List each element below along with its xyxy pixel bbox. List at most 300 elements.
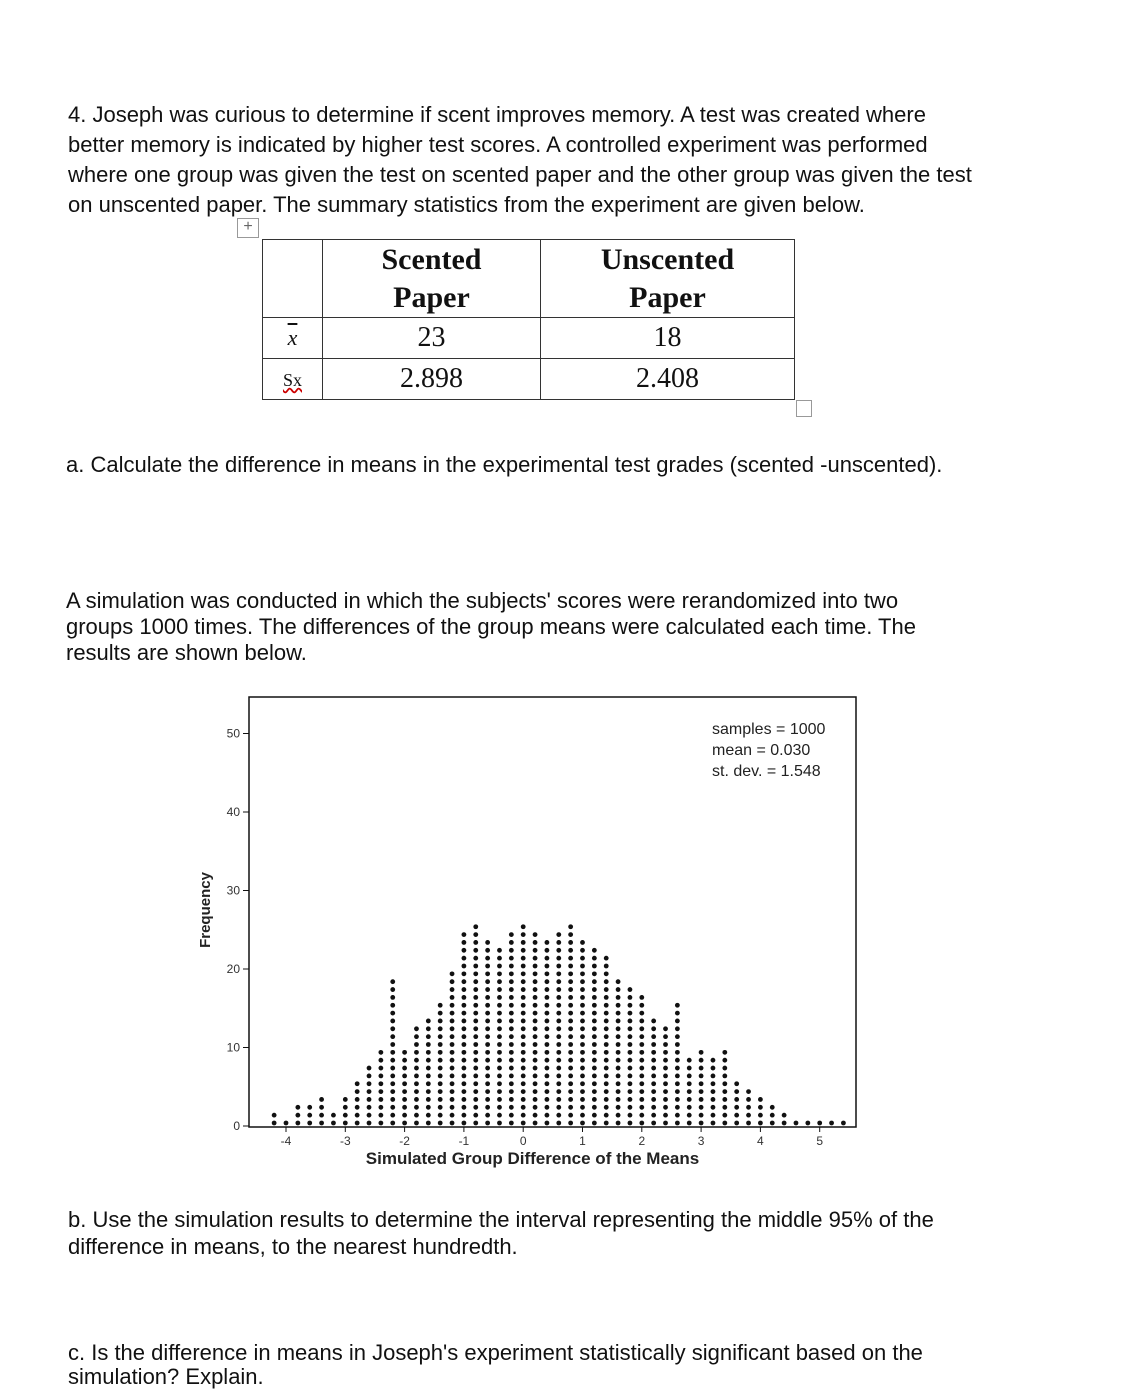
dot-mark — [450, 1050, 455, 1055]
dot-mark — [462, 1074, 467, 1079]
dot-mark — [521, 932, 526, 937]
dot-mark — [568, 940, 573, 945]
dot-mark — [734, 1081, 739, 1086]
dot-mark — [307, 1105, 312, 1110]
dot-mark — [651, 1097, 656, 1102]
dot-mark — [545, 1026, 550, 1031]
dot-mark — [568, 1089, 573, 1094]
dot-mark — [438, 1011, 443, 1016]
dot-mark — [473, 979, 478, 984]
dot-mark — [556, 1081, 561, 1086]
dot-mark — [390, 1026, 395, 1031]
dot-mark — [414, 1121, 419, 1126]
x-tick-label: -2 — [399, 1134, 410, 1148]
dot-mark — [675, 1121, 680, 1126]
dot-mark — [414, 1105, 419, 1110]
dot-mark — [675, 1097, 680, 1102]
dot-mark — [580, 1089, 585, 1094]
dot-mark — [533, 1019, 538, 1024]
dot-mark — [355, 1113, 360, 1118]
dot-mark — [390, 1113, 395, 1118]
dot-mark — [782, 1113, 787, 1118]
dot-mark — [402, 1121, 407, 1126]
dot-mark — [485, 964, 490, 969]
scented-paper-header — [323, 240, 541, 318]
dot-mark — [485, 948, 490, 953]
dot-mark — [746, 1113, 751, 1118]
dot-mark — [473, 995, 478, 1000]
dot-mark — [628, 1089, 633, 1094]
dot-mark — [580, 1066, 585, 1071]
dot-mark — [414, 1081, 419, 1086]
dot-mark — [628, 1011, 633, 1016]
dot-mark — [473, 1058, 478, 1063]
dot-mark — [414, 1042, 419, 1047]
dot-mark — [687, 1089, 692, 1094]
dot-mark — [521, 1105, 526, 1110]
dot-mark — [663, 1042, 668, 1047]
dot-mark — [378, 1058, 383, 1063]
dot-mark — [402, 1097, 407, 1102]
dot-mark — [628, 1042, 633, 1047]
dot-mark — [604, 1097, 609, 1102]
dot-mark — [604, 1034, 609, 1039]
dot-mark — [639, 1026, 644, 1031]
dot-mark — [604, 1026, 609, 1031]
dot-mark — [521, 956, 526, 961]
dot-mark — [473, 1081, 478, 1086]
dot-mark — [473, 1066, 478, 1071]
dot-mark — [568, 1050, 573, 1055]
dot-mark — [473, 940, 478, 945]
dot-mark — [521, 995, 526, 1000]
dot-mark — [545, 987, 550, 992]
dot-mark — [568, 1074, 573, 1079]
dot-mark — [699, 1113, 704, 1118]
y-tick-label: 10 — [226, 1040, 240, 1055]
dot-mark — [438, 1105, 443, 1110]
dot-mark — [675, 1113, 680, 1118]
dot-mark — [675, 1026, 680, 1031]
dot-mark — [568, 956, 573, 961]
dot-mark — [473, 1011, 478, 1016]
dot-mark — [711, 1113, 716, 1118]
dot-mark — [556, 1089, 561, 1094]
table-move-handle-icon[interactable]: + — [237, 218, 259, 238]
dot-mark — [414, 1050, 419, 1055]
dot-mark — [462, 940, 467, 945]
dot-mark — [355, 1097, 360, 1102]
dot-mark — [568, 1003, 573, 1008]
dot-mark — [533, 1089, 538, 1094]
dot-mark — [639, 1003, 644, 1008]
dot-mark — [699, 1121, 704, 1126]
dot-mark — [545, 1081, 550, 1086]
dot-mark — [390, 1050, 395, 1055]
dot-mark — [592, 1026, 597, 1031]
dot-mark — [616, 1081, 621, 1086]
dot-mark — [319, 1105, 324, 1110]
dot-mark — [450, 1105, 455, 1110]
dot-mark — [722, 1066, 727, 1071]
dot-mark — [521, 1058, 526, 1063]
dot-mark — [390, 1058, 395, 1063]
dot-mark — [414, 1089, 419, 1094]
dot-mark — [675, 1074, 680, 1079]
dot-mark — [699, 1074, 704, 1079]
dot-mark — [592, 956, 597, 961]
dot-mark — [485, 1113, 490, 1118]
dot-mark — [462, 1121, 467, 1126]
dot-mark — [746, 1105, 751, 1110]
dot-mark — [497, 1097, 502, 1102]
dot-mark — [545, 971, 550, 976]
dot-mark — [580, 1034, 585, 1039]
dot-mark — [639, 1066, 644, 1071]
dot-mark — [402, 1089, 407, 1094]
x-tick-label: -4 — [280, 1134, 292, 1148]
dot-mark — [639, 1081, 644, 1086]
dot-mark — [450, 987, 455, 992]
dot-mark — [390, 1097, 395, 1102]
dot-mark — [426, 1081, 431, 1086]
dot-mark — [628, 1019, 633, 1024]
question-4-text — [68, 100, 972, 220]
dot-mark — [367, 1121, 372, 1126]
dot-mark — [485, 1034, 490, 1039]
dot-mark — [675, 1066, 680, 1071]
dot-mark — [568, 1011, 573, 1016]
dot-mark — [462, 1034, 467, 1039]
dot-mark — [651, 1089, 656, 1094]
dot-mark — [295, 1105, 300, 1110]
dot-mark — [355, 1121, 360, 1126]
dot-mark — [462, 1019, 467, 1024]
dot-mark — [711, 1089, 716, 1094]
dot-mark — [580, 1081, 585, 1086]
dot-mark — [533, 995, 538, 1000]
dot-mark — [485, 1081, 490, 1086]
dot-mark — [592, 1019, 597, 1024]
dot-mark — [485, 971, 490, 976]
dot-mark — [556, 932, 561, 937]
dot-mark — [568, 1105, 573, 1110]
dot-mark — [497, 1113, 502, 1118]
dot-mark — [604, 1011, 609, 1016]
dot-mark — [604, 1003, 609, 1008]
dot-mark — [450, 1066, 455, 1071]
dot-mark — [556, 948, 561, 953]
header-text: Paper — [629, 280, 706, 314]
dot-mark — [651, 1081, 656, 1086]
x-tick-label: -3 — [339, 1134, 351, 1148]
dot-mark — [473, 987, 478, 992]
dot-mark — [675, 1003, 680, 1008]
part-c-question — [68, 1341, 923, 1389]
dot-mark — [367, 1066, 372, 1071]
dot-mark — [592, 1034, 597, 1039]
dot-mark — [722, 1105, 727, 1110]
dot-mark — [722, 1058, 727, 1063]
dot-mark — [509, 1074, 514, 1079]
dot-mark — [651, 1113, 656, 1118]
dot-mark — [604, 1066, 609, 1071]
dot-mark — [509, 956, 514, 961]
dot-mark — [746, 1097, 751, 1102]
dot-mark — [533, 964, 538, 969]
dot-mark — [390, 1011, 395, 1016]
dot-mark — [497, 971, 502, 976]
dot-mark — [580, 1003, 585, 1008]
dot-mark — [545, 1105, 550, 1110]
dot-mark — [616, 1066, 621, 1071]
dot-mark — [438, 1089, 443, 1094]
dot-mark — [687, 1074, 692, 1079]
dot-mark — [616, 1074, 621, 1079]
dot-mark — [628, 1050, 633, 1055]
dot-mark — [616, 1026, 621, 1031]
dot-mark — [462, 987, 467, 992]
dot-mark — [319, 1097, 324, 1102]
x-tick-label: 3 — [697, 1134, 705, 1148]
dot-mark — [545, 1089, 550, 1094]
y-tick-label: 0 — [233, 1119, 240, 1133]
dot-mark — [580, 995, 585, 1000]
dot-mark — [414, 1113, 419, 1118]
dot-mark — [497, 987, 502, 992]
dot-mark — [426, 1066, 431, 1071]
dot-mark — [319, 1113, 324, 1118]
dot-mark — [390, 1042, 395, 1047]
dot-mark — [651, 1026, 656, 1031]
dot-mark — [497, 1003, 502, 1008]
dot-mark — [616, 1011, 621, 1016]
dot-mark — [450, 995, 455, 1000]
dot-mark — [497, 964, 502, 969]
header-text: Unscented — [600, 242, 735, 276]
dot-mark — [509, 1019, 514, 1024]
dot-mark — [675, 1042, 680, 1047]
dot-mark — [533, 1081, 538, 1086]
dot-mark — [604, 995, 609, 1000]
dot-mark — [568, 987, 573, 992]
dot-mark — [521, 964, 526, 969]
dot-mark — [473, 1003, 478, 1008]
dot-mark — [604, 956, 609, 961]
dot-mark — [580, 1011, 585, 1016]
dot-mark — [533, 1105, 538, 1110]
dot-mark — [509, 948, 514, 953]
dot-mark — [651, 1050, 656, 1055]
dot-mark — [390, 1121, 395, 1126]
dot-mark — [414, 1034, 419, 1039]
dot-mark — [722, 1089, 727, 1094]
dot-mark — [580, 971, 585, 976]
dot-mark — [545, 956, 550, 961]
dot-mark — [450, 1042, 455, 1047]
dot-mark — [592, 971, 597, 976]
dot-mark — [497, 1034, 502, 1039]
dot-mark — [521, 1113, 526, 1118]
dot-mark — [556, 940, 561, 945]
dot-mark — [509, 1042, 514, 1047]
dot-mark — [426, 1058, 431, 1063]
dot-mark — [545, 979, 550, 984]
dot-mark — [545, 948, 550, 953]
scented-mean-cell: 23 — [323, 318, 541, 359]
dot-mark — [651, 1034, 656, 1039]
dot-mark — [545, 964, 550, 969]
dot-mark — [497, 1042, 502, 1047]
dot-mark — [450, 1011, 455, 1016]
dot-mark — [378, 1105, 383, 1110]
dot-mark — [462, 995, 467, 1000]
dot-mark — [580, 1113, 585, 1118]
dot-mark — [497, 1050, 502, 1055]
dot-mark — [592, 1081, 597, 1086]
dot-mark — [390, 1105, 395, 1110]
dot-mark — [722, 1074, 727, 1079]
dot-mark — [663, 1026, 668, 1031]
dot-mark — [438, 1066, 443, 1071]
dot-mark — [711, 1066, 716, 1071]
dot-mark — [509, 1097, 514, 1102]
dot-mark — [485, 1019, 490, 1024]
dot-mark — [402, 1105, 407, 1110]
dot-mark — [580, 1026, 585, 1031]
dot-mark — [509, 1066, 514, 1071]
dot-mark — [521, 1042, 526, 1047]
dot-mark — [675, 1050, 680, 1055]
dot-mark — [675, 1105, 680, 1110]
dot-mark — [699, 1081, 704, 1086]
dot-mark — [663, 1121, 668, 1126]
simulation-intro-line: groups 1000 times. The differences of the group means were calculated each time. The — [66, 614, 916, 639]
dot-mark — [734, 1113, 739, 1118]
dot-mark — [426, 1121, 431, 1126]
dot-mark — [722, 1050, 727, 1055]
dot-mark — [758, 1097, 763, 1102]
dot-mark — [438, 1097, 443, 1102]
dot-mark — [367, 1113, 372, 1118]
question-4-line: better memory is indicated by higher test scores. A controlled experiment was performed — [68, 132, 928, 157]
dot-mark — [521, 1066, 526, 1071]
dot-mark — [485, 1089, 490, 1094]
dot-mark — [639, 1074, 644, 1079]
dot-mark — [545, 1050, 550, 1055]
question-4-line: where one group was given the test on scented paper and the other group was given the test — [68, 162, 972, 187]
dot-mark — [604, 1121, 609, 1126]
dot-mark — [628, 1066, 633, 1071]
dot-mark — [485, 956, 490, 961]
dot-mark — [639, 1113, 644, 1118]
dot-mark — [604, 1019, 609, 1024]
dot-mark — [651, 1121, 656, 1126]
dot-mark — [497, 1089, 502, 1094]
dot-mark — [663, 1113, 668, 1118]
dot-mark — [604, 1050, 609, 1055]
dot-mark — [284, 1121, 289, 1126]
dot-mark — [604, 1081, 609, 1086]
dot-mark — [521, 1081, 526, 1086]
dot-mark — [556, 956, 561, 961]
dot-mark — [592, 948, 597, 953]
dot-mark — [805, 1121, 810, 1126]
dot-mark — [639, 1050, 644, 1055]
dot-mark — [438, 1074, 443, 1079]
dot-mark — [462, 1042, 467, 1047]
dot-mark — [556, 1097, 561, 1102]
dot-mark — [556, 995, 561, 1000]
dot-mark — [462, 1003, 467, 1008]
dot-mark — [295, 1121, 300, 1126]
dot-mark — [509, 932, 514, 937]
dot-mark — [592, 1066, 597, 1071]
dot-mark — [462, 964, 467, 969]
dot-mark — [592, 979, 597, 984]
dot-mark — [473, 964, 478, 969]
dot-mark — [568, 948, 573, 953]
dot-mark — [509, 1121, 514, 1126]
dot-mark — [568, 1042, 573, 1047]
dot-mark — [378, 1050, 383, 1055]
dot-mark — [722, 1121, 727, 1126]
dot-mark — [628, 1058, 633, 1063]
dot-mark — [509, 1050, 514, 1055]
dot-mark — [628, 987, 633, 992]
dot-mark — [545, 1019, 550, 1024]
dot-mark — [545, 940, 550, 945]
dot-mark — [568, 964, 573, 969]
dot-mark — [426, 1034, 431, 1039]
dot-mark — [699, 1097, 704, 1102]
stats-annotation: st. dev. = 1.548 — [712, 763, 821, 780]
dot-mark — [592, 1097, 597, 1102]
dot-mark — [485, 987, 490, 992]
x-axis-label: Simulated Group Difference of the Means — [365, 1149, 700, 1168]
table-resize-handle-icon[interactable] — [796, 400, 812, 417]
dot-mark — [675, 1019, 680, 1024]
dot-mark — [414, 1074, 419, 1079]
dot-mark — [592, 964, 597, 969]
dot-mark — [545, 1097, 550, 1102]
dot-mark — [533, 1074, 538, 1079]
dot-mark — [841, 1121, 846, 1126]
dot-mark — [699, 1089, 704, 1094]
dot-mark — [509, 940, 514, 945]
dot-mark — [462, 1026, 467, 1031]
dot-mark — [580, 1097, 585, 1102]
dot-mark — [473, 1105, 478, 1110]
dot-mark — [663, 1089, 668, 1094]
dot-mark — [497, 948, 502, 953]
dot-mark — [521, 1089, 526, 1094]
dot-mark — [367, 1105, 372, 1110]
dot-mark — [651, 1058, 656, 1063]
dot-mark — [568, 1026, 573, 1031]
dot-mark — [473, 1121, 478, 1126]
dot-mark — [699, 1050, 704, 1055]
dot-mark — [307, 1113, 312, 1118]
dot-mark — [616, 987, 621, 992]
dot-mark — [592, 1113, 597, 1118]
dot-mark — [414, 1026, 419, 1031]
dot-mark — [545, 995, 550, 1000]
dot-mark — [438, 1113, 443, 1118]
dot-mark — [497, 1074, 502, 1079]
dot-mark — [497, 979, 502, 984]
dot-mark — [556, 1050, 561, 1055]
